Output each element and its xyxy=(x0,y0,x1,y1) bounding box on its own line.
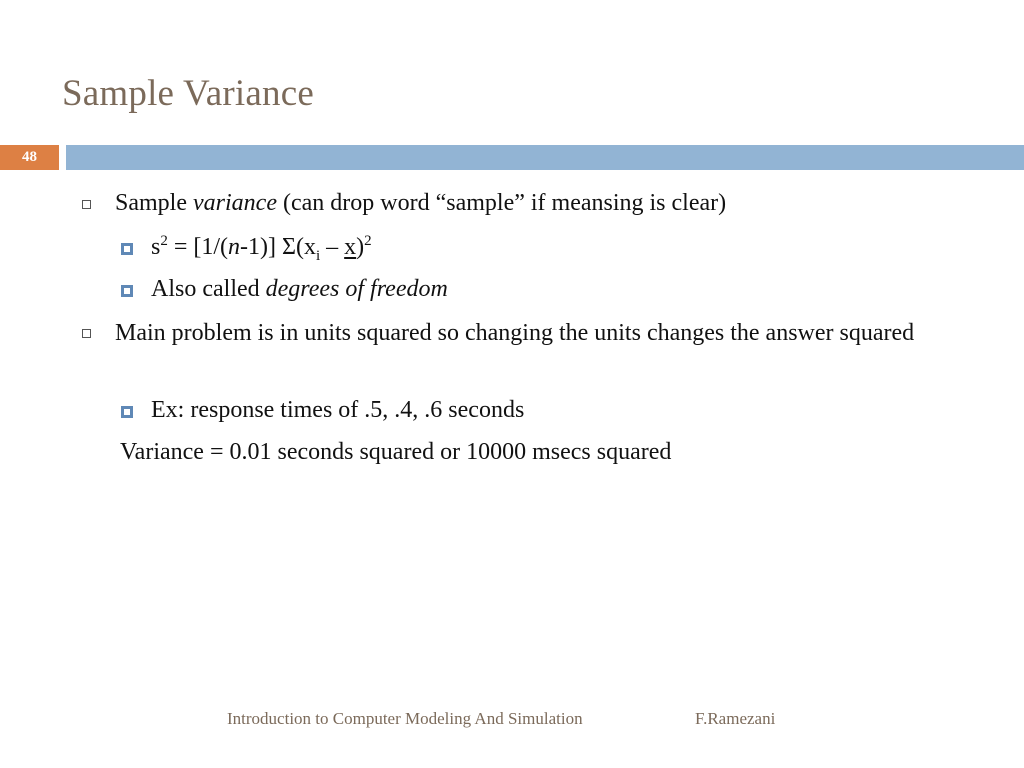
bullet-text: (can drop word “sample” if meansing is clear) xyxy=(276,190,727,216)
bullet-text: Also called xyxy=(151,276,266,302)
sub-bullet-icon xyxy=(121,243,133,255)
formula-subscript: i xyxy=(315,247,321,264)
bullet-emphasis: degrees of freedom xyxy=(265,276,448,302)
bullet-example: Ex: response times of .5, .4, .6 seconds xyxy=(151,397,525,423)
bullet-units-squared: Main problem is in units squared so changing the units changes the answer squared xyxy=(115,320,915,346)
formula-part: ) xyxy=(356,234,365,260)
variance-formula xyxy=(151,230,372,264)
formula-exponent: 2 xyxy=(160,233,168,249)
bullet-degrees-of-freedom xyxy=(151,272,448,306)
bullet-square-icon xyxy=(82,329,91,338)
bullet-emphasis: variance xyxy=(193,190,277,216)
formula-s: s xyxy=(151,234,161,260)
footer-author: F.Ramezani xyxy=(695,709,776,728)
bullet-square-icon xyxy=(82,200,91,209)
formula-n: n xyxy=(228,234,241,260)
sigma-symbol: Σ xyxy=(282,234,296,260)
formula-part: = [1/( xyxy=(167,234,229,260)
footer-course-title: Introduction to Computer Modeling And Simulation xyxy=(227,709,583,728)
formula-part: – xyxy=(320,234,345,260)
formula-mean-x: x xyxy=(344,234,357,260)
formula-part: (x xyxy=(295,234,316,260)
bullet-text: Sample xyxy=(115,190,193,216)
bullet-sample-variance xyxy=(115,186,726,220)
formula-exponent: 2 xyxy=(364,233,372,249)
sub-bullet-icon xyxy=(121,285,133,297)
sub-bullet-icon xyxy=(121,406,133,418)
slide-number-badge: 48 xyxy=(0,145,59,170)
formula-part: -1)] xyxy=(240,234,283,260)
variance-result: Variance = 0.01 seconds squared or 10000 msecs squared xyxy=(120,439,672,465)
slide-title: Sample Variance xyxy=(62,73,314,114)
